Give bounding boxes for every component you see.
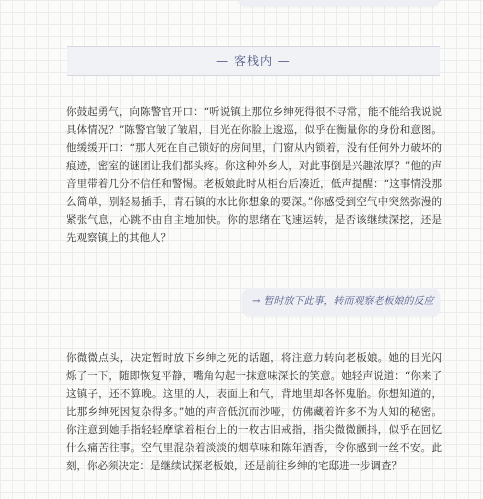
section-header	[67, 46, 440, 76]
previous-choice-card	[238, 0, 440, 6]
story-paragraph: 你微微点头，决定暂时放下乡绅之死的话题，将注意力转向老板娘。她的目光闪烁了一下，随即恢复平静，嘴角勾起一抹意味深长的笑意。她轻声说道：“你来了这镇子，还不算晚。这里的人，表面上和气，背地里却各怀鬼胎。你想知道的，比那乡绅死因复杂得多。”她的声音低沉而沙哑，仿佛藏着许多不为人知的秘密。你注意到她手指轻轻摩挲着柜台上的一枚古旧戒指，指尖微微颤抖，似乎在回忆什么痛苦往事。空气里混杂着淡淡的烟草味和陈年酒香，令你感到一丝不安。此刻，你必须决定：是继续试探老板娘，还是前往乡绅的宅邸进一步调查？	[66, 352, 442, 472]
section-title: — 客栈内 —	[216, 54, 291, 68]
story-paragraph: 你鼓起勇气，向陈警官开口：“听说镇上那位乡绅死得很不寻常，能不能给我说说具体情况？”陈警官皱了皱眉，目光在你脸上逡巡，似乎在衡量你的身份和意图。他缓缓开口：“那人死在自己锁好的房间里，门窗从内锁着，没有任何外力破坏的痕迹，密室的谜团让我们都头疼。你这种外乡人，对此事倒是兴趣浓厚？”他的声音里带着几分不信任和警惕。老板娘此时从柜台后凑近，低声提醒：“这事情没那么简单，别轻易插手，青石镇的水比你想象的要深。”你感受到空气中突然弥漫的紧张气息，心跳不由自主地加快。你的思绪在飞速运转，是否该继续深挖，还是先观察镇上的其他人？	[66, 106, 442, 244]
selected-choice[interactable]: → 暂时放下此事，转而观察老板娘的反应	[242, 288, 440, 316]
